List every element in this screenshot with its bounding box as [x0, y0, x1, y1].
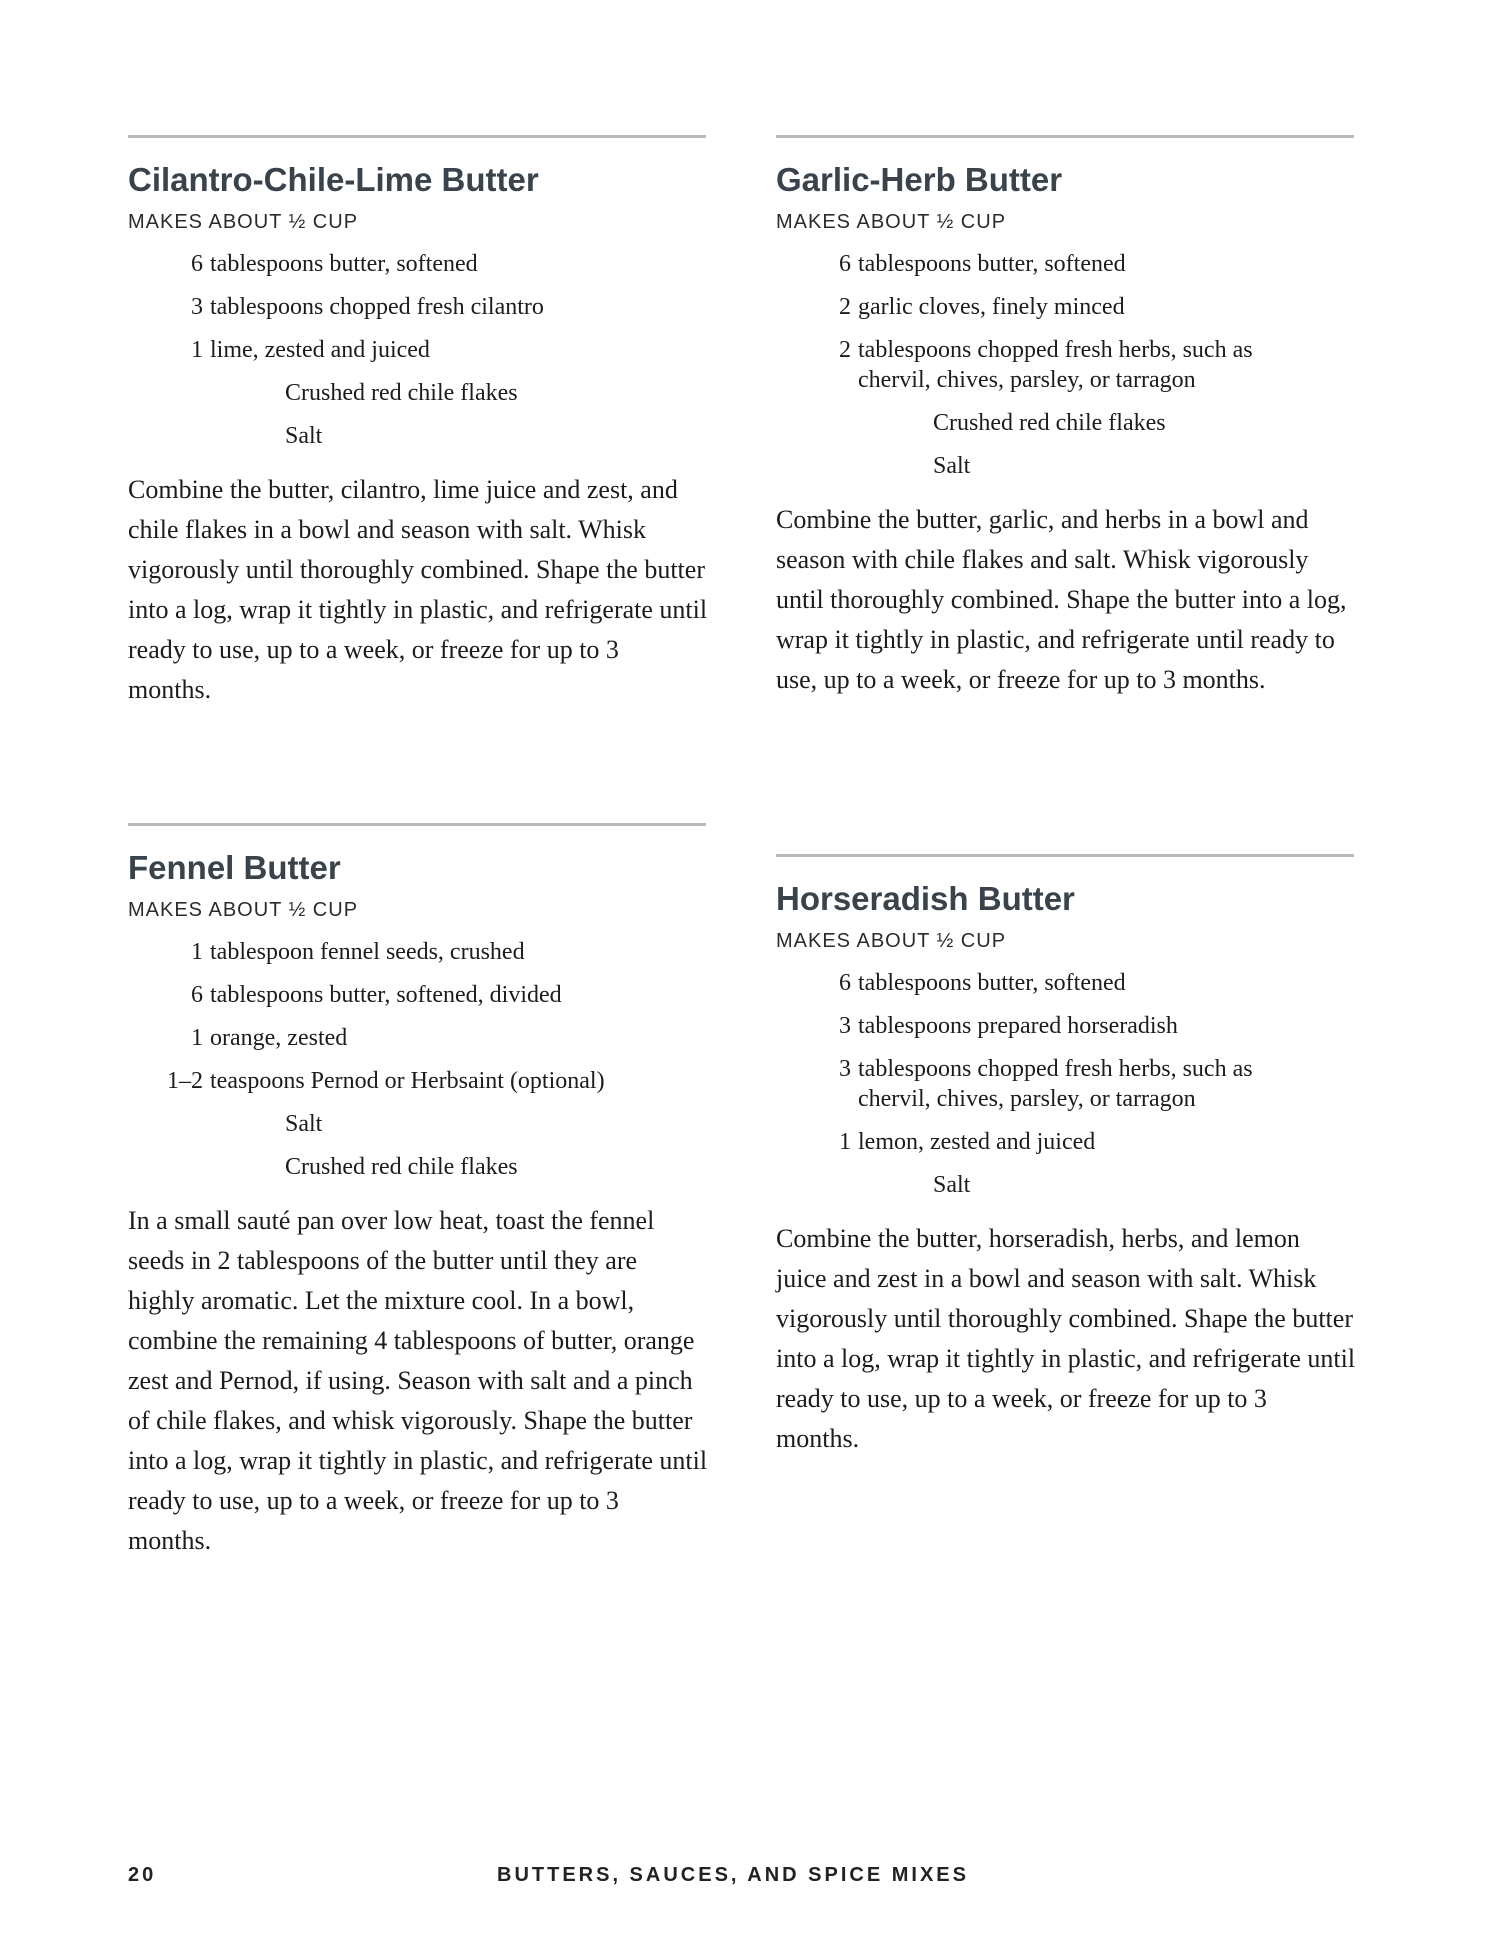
ingredient-quantity: 3: [839, 1013, 851, 1039]
ingredient-name: Crushed red chile flakes: [933, 410, 1166, 436]
ingredient-quantity: [128, 421, 203, 451]
recipe-title: Fennel Butter: [128, 849, 341, 886]
ingredient-quantity: 2: [839, 337, 851, 363]
ingredient-item: [128, 249, 708, 279]
running-footer-section: BUTTERS, SAUCES, AND SPICE MIXES: [497, 1864, 969, 1886]
recipe-horseradish-butter: [776, 854, 1356, 1459]
section-divider: [776, 135, 1354, 138]
ingredient-name: Salt: [933, 1172, 971, 1198]
ingredient-item: [776, 1127, 1356, 1157]
ingredient-quantity: 6: [191, 982, 203, 1008]
ingredient-item: [128, 292, 708, 322]
page-number: 20: [128, 1864, 157, 1886]
ingredient-name: Salt: [285, 423, 323, 449]
ingredient-name: tablespoons prepared horseradish: [858, 1013, 1178, 1039]
section-divider: [128, 823, 706, 826]
ingredient-item: [776, 292, 1356, 322]
recipe-yield: MAKES ABOUT ½ CUP: [776, 930, 1007, 952]
ingredient-item: [128, 1109, 708, 1139]
ingredient-name: tablespoons butter, softened: [210, 251, 478, 277]
ingredient-item: [776, 1170, 1356, 1200]
ingredient-quantity: [128, 1109, 203, 1139]
ingredient-name: lemon, zested and juiced: [858, 1129, 1096, 1155]
ingredient-list: [128, 937, 708, 1182]
ingredient-item: [128, 378, 708, 408]
ingredient-name: tablespoons chopped fresh cilantro: [210, 294, 544, 320]
ingredient-name: Salt: [933, 453, 971, 479]
recipe-method: Combine the butter, cilantro, lime juice and zest, and chile flakes in a bowl and season with salt. Whisk vigorously until thoroughly combined. Shape the butter into a log, wrap it tightly in plastic, and refrigerate until ready to use, up to a week, or freeze for up to 3 months.: [128, 475, 708, 704]
recipe-title: Cilantro-Chile-Lime Butter: [128, 161, 539, 198]
recipe-cilantro-chile-lime-butter: [128, 135, 708, 710]
ingredient-item: [776, 249, 1356, 279]
ingredient-name: tablespoons butter, softened: [858, 970, 1126, 996]
ingredient-quantity: [776, 451, 851, 481]
ingredient-item: [776, 1054, 1356, 1114]
ingredient-name: tablespoon fennel seeds, crushed: [210, 939, 525, 965]
ingredient-quantity: 6: [839, 251, 851, 277]
ingredient-quantity: 1: [191, 337, 203, 363]
ingredient-item: [776, 1011, 1356, 1041]
ingredient-item: [776, 451, 1356, 481]
recipe-yield: MAKES ABOUT ½ CUP: [128, 211, 359, 233]
recipe-yield: MAKES ABOUT ½ CUP: [776, 211, 1007, 233]
ingredient-quantity: 6: [839, 970, 851, 996]
ingredient-list: [776, 249, 1356, 481]
ingredient-name: teaspoons Pernod or Herbsaint (optional): [210, 1068, 605, 1094]
ingredient-quantity: [776, 408, 851, 438]
ingredient-name: lime, zested and juiced: [210, 337, 430, 363]
ingredient-list: [128, 249, 708, 451]
recipe-title: Garlic-Herb Butter: [776, 161, 1063, 198]
ingredient-item: [776, 408, 1356, 438]
recipe-method: In a small sauté pan over low heat, toast the fennel seeds in 2 tablespoons of the butter until they are highly aromatic. Let the mixture cool. In a bowl, combine the remaining 4 tablespoons of butter, orange zest and Pernod, if using. Season with salt and a pinch of chile flakes, and whisk vigorously. Shape the butter into a log, wrap it tightly in plastic, and refrigerate until ready to use, up to a week, or freeze for up to 3 months.: [128, 1206, 708, 1555]
recipe-method: Combine the butter, garlic, and herbs in a bowl and season with chile flakes and salt. Whisk vigorously until thoroughly combined. Shape the butter into a log, wrap it tightly in plastic, and refrigerate until ready to use, up to a week, or freeze for up to 3 months.: [776, 505, 1347, 694]
ingredient-quantity: 3: [839, 1056, 851, 1082]
ingredient-name: tablespoons butter, softened: [858, 251, 1126, 277]
ingredient-name: orange, zested: [210, 1025, 348, 1051]
ingredient-name: garlic cloves, finely minced: [858, 294, 1125, 320]
ingredient-name: tablespoons chopped fresh herbs, such as chervil, chives, parsley, or tarragon: [858, 1056, 1253, 1112]
ingredient-quantity: 1: [839, 1129, 851, 1155]
ingredient-quantity: 6: [191, 251, 203, 277]
ingredient-item: [776, 968, 1356, 998]
recipe-title: Horseradish Butter: [776, 880, 1075, 917]
ingredient-quantity: 2: [839, 294, 851, 320]
ingredient-item: [128, 1152, 708, 1182]
ingredient-name: Salt: [285, 1111, 323, 1137]
ingredient-quantity: [128, 378, 203, 408]
recipe-garlic-herb-butter: [776, 135, 1356, 700]
ingredient-quantity: [128, 1152, 203, 1182]
ingredient-quantity: 1–2: [167, 1068, 203, 1094]
ingredient-name: tablespoons chopped fresh herbs, such as chervil, chives, parsley, or tarragon: [858, 337, 1253, 393]
ingredient-item: [128, 421, 708, 451]
ingredient-name: Crushed red chile flakes: [285, 380, 518, 406]
ingredient-item: [776, 335, 1356, 395]
recipe-method: Combine the butter, horseradish, herbs, and lemon juice and zest in a bowl and season with salt. Whisk vigorously until thoroughly combined. Shape the butter into a log, wrap it tightly in plastic, and refrigerate until ready to use, up to a week, or freeze for up to 3 months.: [776, 1224, 1356, 1453]
ingredient-list: [776, 968, 1356, 1200]
section-divider: [128, 135, 706, 138]
ingredient-quantity: 3: [191, 294, 203, 320]
ingredient-name: tablespoons butter, softened, divided: [210, 982, 562, 1008]
ingredient-item: [128, 1023, 708, 1053]
recipe-fennel-butter: [128, 823, 708, 1561]
ingredient-quantity: 1: [191, 939, 203, 965]
recipe-yield: MAKES ABOUT ½ CUP: [128, 899, 359, 921]
ingredient-quantity: 1: [191, 1025, 203, 1051]
ingredient-item: [128, 980, 708, 1010]
ingredient-quantity: [776, 1170, 851, 1200]
ingredient-item: [128, 335, 708, 365]
ingredient-item: [128, 937, 708, 967]
ingredient-item: [128, 1066, 708, 1096]
ingredient-name: Crushed red chile flakes: [285, 1154, 518, 1180]
section-divider: [776, 854, 1354, 857]
